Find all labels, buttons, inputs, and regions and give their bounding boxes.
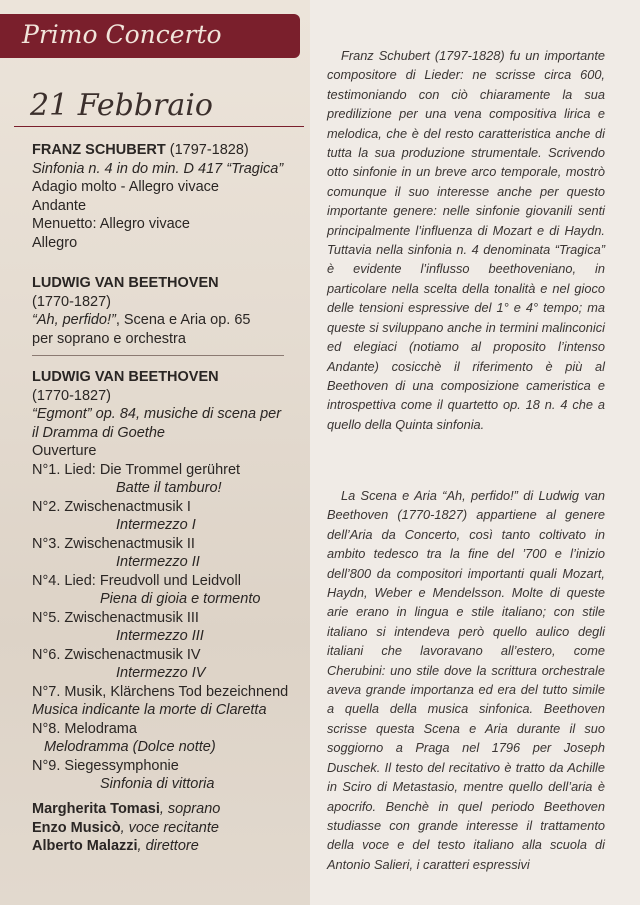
movement: Menuetto: Allegro vivace [32,216,190,232]
performer [32,800,220,819]
composer-years: (1770-1827) [32,293,111,310]
egmont-item-translation: Intermezzo IV [116,665,206,681]
egmont-item: N°7. Musik, Klärchens Tod bezeichnend [32,683,289,700]
performer-role: , direttore [137,838,199,854]
egmont-item: N°4. Lied: Freudvoll und Leidvoll [32,572,241,589]
work-title-italic: “Ah, perfido!” [32,312,116,328]
work-title [32,311,304,330]
work-subtitle: per soprano e orchestra [32,330,186,347]
movement: Adagio molto - Allegro vivace [32,179,219,195]
notes-text: Franz Schubert (1797-1828) fu un importante compositore di Lieder: ne scrisse circa 600, testimoniando con ciò chiaramente la sua predilizione per una vena compositiva lirica e melodica, che è del resto caratteristica anche di tutta la sua produzione strumentale. Scrivendo otto sinfonie in un breve arco temporale, mostrò comunque il suo interesse anche per questo importante genere: nelle sinfonie giovanili senti principalmente l’influenza di Mozart e di Haydn. Tuttavia nella sinfonia n. 4 denominata “Tragica” è evidente l’influsso beethoveniano, in particolare nella scelta della tonalità e nel gioco delle tensioni espressive del 1° e 4° tempo; ma queste si sviluppano anche in termini malinconici ed elegiaci (notiamo al proposito l’intenso Andante) cosicchè il riferimento è più al Beethoven di una composizione cameristica e introspettiva come il quartetto op. 18 n. 4 che a quello della Quinta sinfonia. [327,48,605,432]
composer-years: (1797-1828) [169,142,249,158]
egmont-item: N°5. Zwischenactmusik III [32,609,199,626]
egmont-item-translation: Intermezzo I [116,517,196,533]
egmont-item: N°8. Melodrama [32,720,137,737]
composer-line [32,141,304,160]
egmont-item: N°9. Siegessymphonie [32,757,179,774]
performer-name: Margherita Tomasi [32,801,160,817]
performer-role: , voce recitante [120,819,219,836]
concert-banner [0,14,300,58]
egmont-item-translation: Intermezzo II [116,554,200,570]
composer-name: FRANZ SCHUBERT [32,142,166,158]
section-divider [32,355,284,356]
egmont-item-translation: Sinfonia di vittoria [100,776,215,792]
egmont-item: N°3. Zwischenactmusik II [32,535,195,552]
overture: Ouverture [32,443,97,459]
composer-years: (1770-1827) [32,387,111,404]
date-divider [14,126,304,127]
concert-title: Primo Concerto [22,20,222,49]
program-block-beethoven-egmont [32,368,304,794]
performer [32,819,220,838]
composer-name: LUDWIG VAN BEETHOVEN [32,369,219,385]
work-subtitle: il Dramma di Goethe [32,424,165,441]
movement: Andante [32,197,87,214]
egmont-item: N°1. Lied: Die Trommel gerühret [32,461,241,478]
egmont-item: N°2. Zwischenactmusik I [32,498,191,515]
performer-role: , soprano [159,801,221,817]
program-block-beethoven-aria [32,274,304,348]
performer-name: Enzo Musicò [32,819,121,836]
program-notes-paragraph-2 [327,486,605,874]
program-notes-paragraph-1 [327,46,605,434]
performer [32,837,220,856]
egmont-item-translation: Piena di gioia e tormento [100,591,261,607]
work-title: Sinfonia n. 4 in do min. D 417 “Tragica” [32,160,284,177]
egmont-item-translation: Batte il tamburo! [116,480,222,496]
composer-name: LUDWIG VAN BEETHOVEN [32,275,219,291]
egmont-item-translation: Musica indicante la morte di Claretta [32,702,267,718]
movement: Allegro [32,234,78,251]
work-title-rest: , Scena e Aria op. 65 [115,312,251,328]
notes-text: La Scena e Aria “Ah, perfido!” di Ludwig van Beethoven (1770-1827) appartiene al genere dell’Aria da Concerto, così tanto coltivato in ambito tedesco tra la fine del ’700 e l’inizio dell’800 da compositori importanti quali Mozart, Haydn, Weber e Mendelsson. Molte di queste arie erano in lingua e stile italiano; con stile italiano si intendeva però quello aulico degli italiani che lavoravano all’estero, come Cherubini: uno stile dove la scrittura orchestrale aveva grande importanza ed era del tutto simile a quella della musica sinfonica. Beethoven scrisse questa Scena e Aria durante il suo soggiorno a Praga nel 1796 per Joseph Duschek. Il testo del recitativo è tratto da Achille in Sciro di Metastasio, mentre quello dell’aria è apocrifo. Benchè in quel periodo Beethoven studiasse con grande interesse il trattamento della voce e del testo italiano alla scuola di Antonio Salieri, i caratteri espressivi [327,488,605,872]
work-title: “Egmont” op. 84, musiche di scena per [32,406,282,422]
performer-name: Alberto Malazzi [32,838,138,854]
egmont-item-translation: Intermezzo III [116,628,204,644]
program-block-schubert [32,141,304,252]
performers [32,800,220,856]
egmont-item: N°6. Zwischenactmusik IV [32,646,201,663]
concert-date: 21 Febbraio [30,88,213,123]
egmont-item-translation: Melodramma (Dolce notte) [44,739,216,755]
